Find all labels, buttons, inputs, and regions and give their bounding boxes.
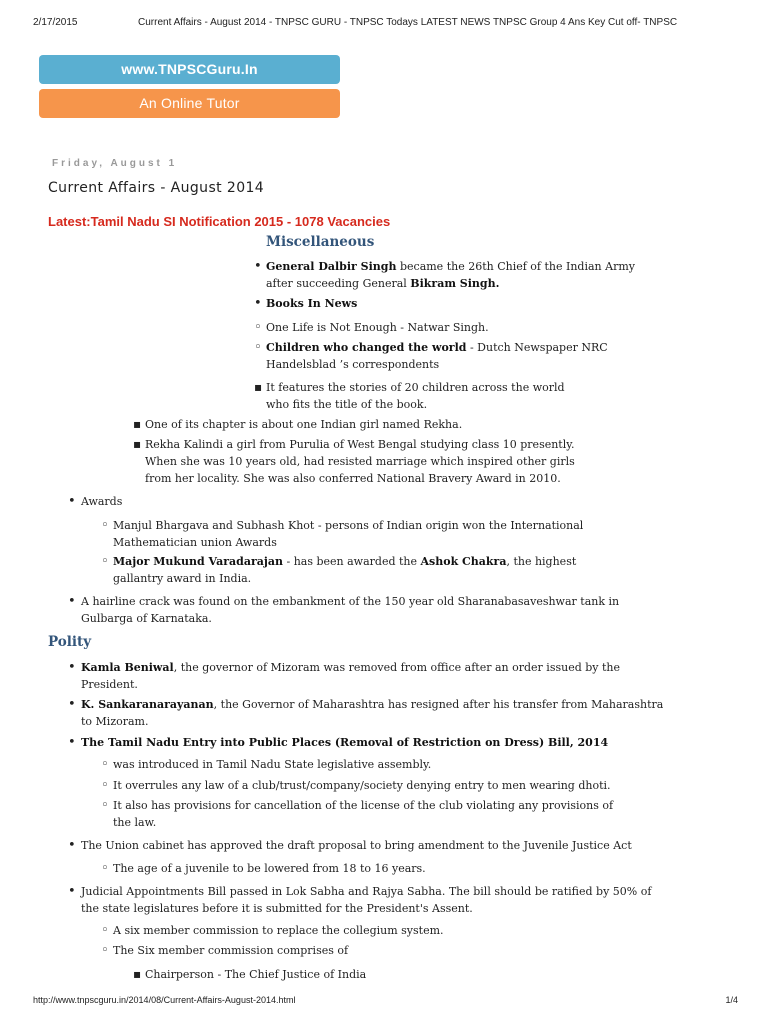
list-item: [113, 553, 576, 570]
list-item: Manjul Bhargava and Subhash Khot - persons of Indian origin won the International: [113, 519, 584, 532]
bold-text: The Tamil Nadu Entry into Public Places (Removal of Restriction on Dress) Bill, 2014: [81, 736, 609, 749]
bullet-circle: [101, 797, 109, 814]
page-number: 1/4: [725, 995, 738, 1005]
list-item-cont: the law.: [113, 816, 157, 829]
list-item: [266, 339, 608, 356]
latest-news-link[interactable]: Latest:Tamil Nadu SI Notification 2015 - 1078 Vacancies: [48, 214, 391, 229]
list-item: [81, 696, 663, 713]
bullet-disc: [68, 734, 76, 751]
text: , the governor of Mizoram was removed from office after an order issued by the: [173, 661, 621, 674]
list-item-cont: gallantry award in India.: [113, 572, 252, 585]
list-item: The Six member commission comprises of: [113, 944, 349, 957]
post-date: Friday, August 1: [52, 158, 178, 169]
list-item: [266, 258, 635, 275]
list-item: A six member commission to replace the collegium system.: [113, 924, 444, 937]
list-item-cont: Gulbarga of Karnataka.: [81, 612, 212, 625]
print-page-title: Current Affairs - August 2014 - TNPSC GURU - TNPSC Todays LATEST NEWS TNPSC Group 4 Ans Key Cut off- TNPSC: [138, 17, 678, 28]
list-item: One Life is Not Enough - Natwar Singh.: [266, 321, 489, 334]
bullet-circle: [101, 517, 109, 534]
section-heading-polity: Polity: [48, 634, 92, 650]
list-item-cont: Handelsblad ’s correspondents: [266, 358, 440, 371]
bullet-circle: [101, 942, 109, 959]
text: , the highest: [506, 555, 577, 568]
bold-text: Bikram Singh.: [410, 277, 500, 290]
list-item: Awards: [81, 495, 123, 508]
list-item: Rekha Kalindi a girl from Purulia of West Bengal studying class 10 presently.: [145, 438, 575, 451]
list-item-cont: who fits the title of the book.: [266, 398, 428, 411]
bold-text: K. Sankaranarayanan: [81, 698, 214, 711]
bullet-disc: [68, 883, 76, 900]
list-item: One of its chapter is about one Indian girl named Rekha.: [145, 418, 463, 431]
list-item-cont: [266, 275, 499, 292]
list-item-cont: Mathematician union Awards: [113, 536, 277, 549]
site-banner[interactable]: www.TNPSCGuru.In: [39, 55, 340, 84]
bullet-disc: [68, 493, 76, 510]
tagline-banner[interactable]: An Online Tutor: [39, 89, 340, 118]
bullet-circle: [101, 922, 109, 939]
bold-text: Ashok Chakra: [420, 555, 507, 568]
bold-text: Major Mukund Varadarajan: [113, 555, 283, 568]
text: , the Governor of Maharashtra has resigned after his transfer from Maharashtra: [213, 698, 664, 711]
list-item: The age of a juvenile to be lowered from 18 to 16 years.: [113, 862, 426, 875]
bullet-circle: [101, 777, 109, 794]
bullet-circle: [101, 756, 109, 773]
bullet-disc: [68, 593, 76, 610]
list-item-cont: President.: [81, 678, 138, 691]
bullet-square: [254, 379, 262, 396]
list-item-cont: When she was 10 years old, had resisted marriage which inspired other girls: [145, 455, 575, 468]
list-item: The Union cabinet has approved the draft proposal to bring amendment to the Juvenile Justice Act: [81, 839, 632, 852]
text: became the 26th Chief of the Indian Army: [396, 260, 635, 273]
list-item: Chairperson - The Chief Justice of India: [145, 968, 367, 981]
bullet-circle: [101, 553, 109, 570]
list-item: [81, 734, 608, 751]
bullet-disc: [254, 258, 262, 275]
print-header: [33, 17, 738, 31]
print-date: 2/17/2015: [33, 17, 78, 28]
section-heading-miscellaneous: Miscellaneous: [266, 234, 375, 250]
list-item: It features the stories of 20 children across the world: [266, 381, 565, 394]
text: after succeeding General: [266, 277, 411, 290]
bold-text: Kamla Beniwal: [81, 661, 174, 674]
text: - has been awarded the: [282, 555, 421, 568]
list-item: [81, 659, 620, 676]
bold-text: Children who changed the world: [266, 341, 467, 354]
bullet-square: [133, 416, 141, 433]
list-item-cont: to Mizoram.: [81, 715, 149, 728]
bullet-disc: [68, 837, 76, 854]
bullet-circle: [101, 860, 109, 877]
bullet-disc: [68, 659, 76, 676]
list-item: [266, 295, 357, 312]
list-item: It overrules any law of a club/trust/company/society denying entry to men wearing dhoti.: [113, 779, 611, 792]
list-item-cont: the state legislatures before it is submitted for the President's Assent.: [81, 902, 473, 915]
list-item: was introduced in Tamil Nadu State legislative assembly.: [113, 758, 432, 771]
bullet-square: [133, 436, 141, 453]
list-item-cont: from her locality. She was also conferred National Bravery Award in 2010.: [145, 472, 561, 485]
print-footer: [33, 995, 738, 1009]
list-item: Judicial Appointments Bill passed in Lok Sabha and Rajya Sabha. The bill should be ratified by 50% of: [81, 885, 652, 898]
bullet-disc: [68, 696, 76, 713]
list-item: A hairline crack was found on the embankment of the 150 year old Sharanabasaveshwar tank in: [81, 595, 620, 608]
bullet-circle: [254, 319, 262, 336]
post-title[interactable]: Current Affairs - August 2014: [48, 180, 265, 196]
text: - Dutch Newspaper NRC: [466, 341, 608, 354]
bullet-square: [133, 966, 141, 983]
bold-text: General Dalbir Singh: [266, 260, 397, 273]
bullet-disc: [254, 295, 262, 312]
print-url[interactable]: http://www.tnpscguru.in/2014/08/Current-Affairs-August-2014.html: [33, 995, 296, 1005]
bold-text: Books In News: [266, 297, 358, 310]
list-item: It also has provisions for cancellation of the license of the club violating any provisions of: [113, 799, 614, 812]
bullet-circle: [254, 339, 262, 356]
